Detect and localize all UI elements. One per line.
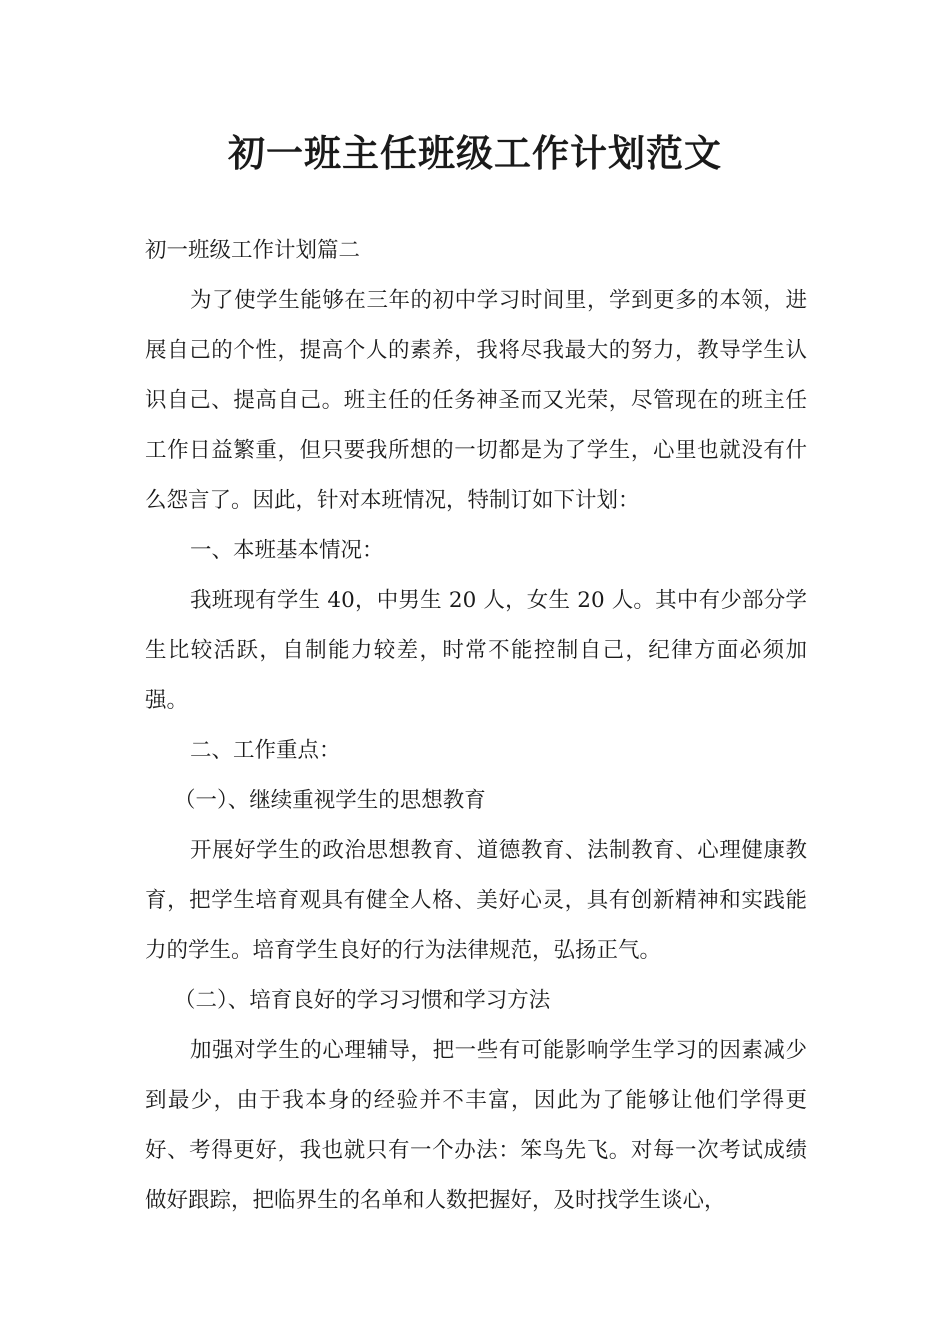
subsection-one-heading: （一）、继续重视学生的思想教育 (174, 788, 486, 813)
class-situation-paragraph: 我班现有学生 40，中男生 20 人，女生 20 人。其中有少部分学生比较活跃，自制能力较差，时常不能控制自己，纪律方面必须加强。 (145, 588, 807, 713)
intro-paragraph: 为了使学生能够在三年的初中学习时间里，学到更多的本领，进展自己的个性，提高个人的素养，我将尽我最大的努力，教导学生认识自己、提高自己。班主任的任务神圣而又光荣，尽管现在的班主任工作日益繁重，但只要我所想的一切都是为了学生，心里也就没有什么怨言了。因此，针对本班情况，特制订如下计划： (145, 288, 807, 513)
section-one-heading: 一、本班基本情况： (190, 538, 384, 563)
moral-education-paragraph: 开展好学生的政治思想教育、道德教育、法制教育、心理健康教育，把学生培育观具有健全人格、美好心灵，具有创新精神和实践能力的学生。培育学生良好的行为法律规范，弘扬正气。 (145, 838, 807, 963)
document-title: 初一班主任班级工作计划范文 (228, 132, 722, 175)
section-two-heading: 二、工作重点： (190, 738, 341, 763)
section-heading: 初一班级工作计划篇二 (145, 238, 361, 263)
subsection-two-heading: （二）、培育良好的学习习惯和学习方法 (174, 988, 551, 1013)
study-habits-paragraph: 加强对学生的心理辅导，把一些有可能影响学生学习的因素减少到最少，由于我本身的经验并不丰富，因此为了能够让他们学得更好、考得更好，我也就只有一个办法：笨鸟先飞。对每一次考试成绩做好跟踪，把临界生的名单和人数把握好，及时找学生谈心， (145, 1038, 807, 1213)
document-body (145, 226, 807, 1226)
